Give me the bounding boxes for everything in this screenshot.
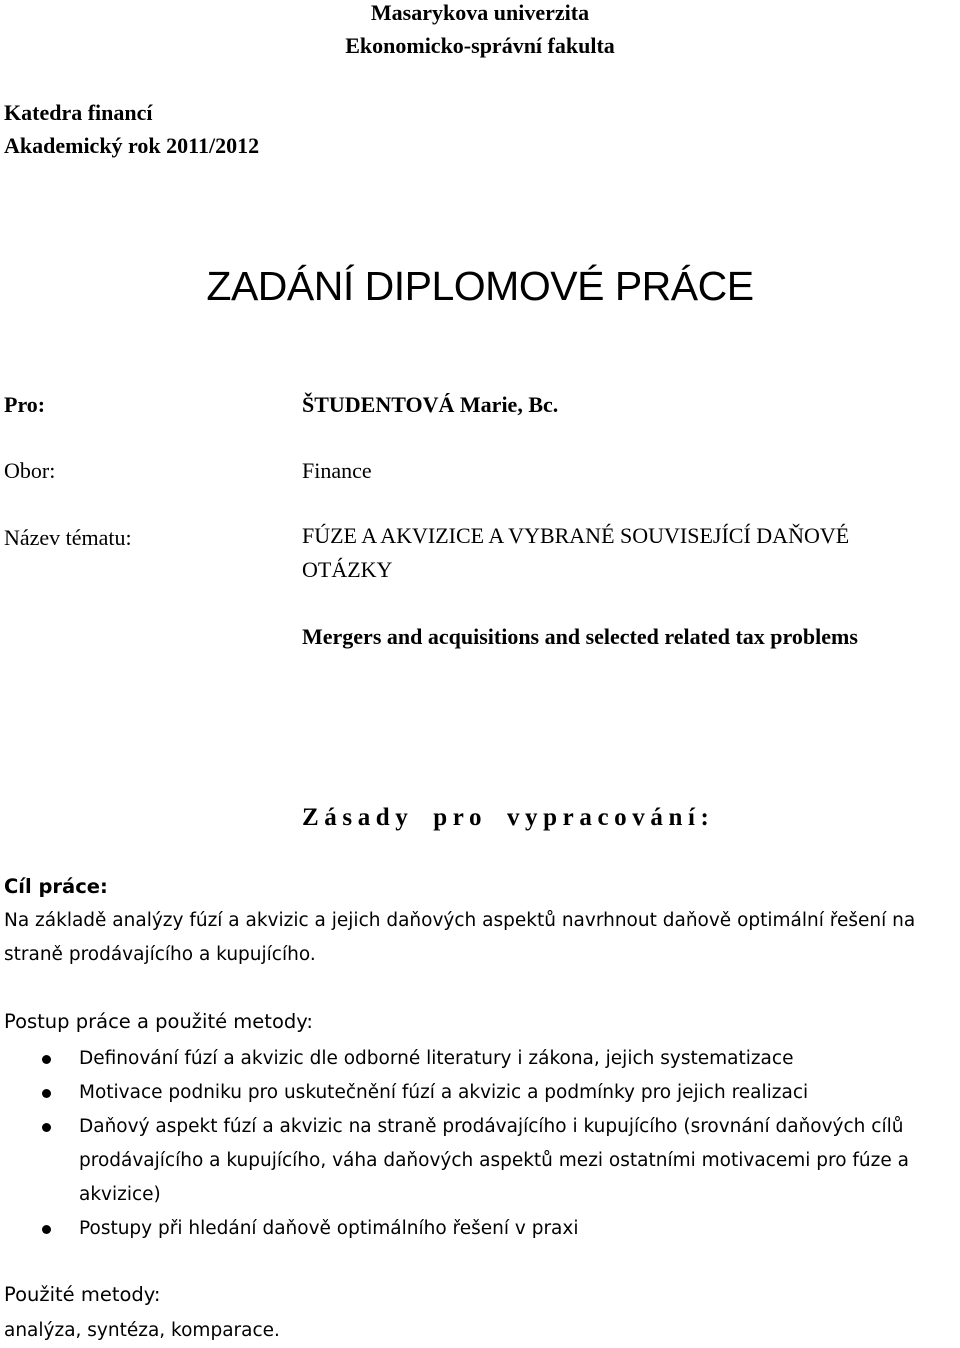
methods-heading: Použité metody: <box>4 1283 161 1306</box>
list-item <box>0 1212 954 1246</box>
principles-heading: Zásady pro vypracování: <box>302 804 715 831</box>
field-value: Finance <box>302 458 372 483</box>
list-item <box>0 1042 954 1076</box>
list-item-text: Daňový aspekt fúzí a akvizic na straně prodávajícího i kupujícího (srovnání daňových cílů prodávajícího a kupujícího, váha daňových aspektů mezi ostatními motivacemi pro fúze a akvizice) <box>79 1116 909 1205</box>
bullet-icon <box>42 1225 51 1234</box>
topic-czech: FÚZE A AKVIZICE A VYBRANÉ SOUVISEJÍCÍ DAŇOVÉ OTÁZKY <box>302 523 850 582</box>
university-name: Masarykova univerzita <box>370 0 590 25</box>
document-title: ZADÁNÍ DIPLOMOVÉ PRÁCE <box>206 263 754 309</box>
department-name: Katedra financí <box>4 100 153 125</box>
bullet-icon <box>42 1123 51 1132</box>
procedure-heading: Postup práce a použité metody: <box>4 1010 313 1033</box>
list-item <box>0 1110 954 1212</box>
topic-english: Mergers and acquisitions and selected related tax problems <box>302 624 858 649</box>
methods-text: analýza, syntéza, komparace. <box>4 1320 280 1341</box>
topic-label: Název tématu: <box>4 525 132 550</box>
faculty-name: Ekonomicko-správní fakulta <box>345 33 615 58</box>
bullet-icon <box>42 1089 51 1098</box>
field-label: Obor: <box>4 458 56 483</box>
bullet-icon <box>42 1055 51 1064</box>
student-name: ŠTUDENTOVÁ Marie, Bc. <box>302 392 559 417</box>
list-item-text: Motivace podniku pro uskutečnění fúzí a akvizic a podmínky pro jejich realizaci <box>79 1082 809 1103</box>
goal-heading: Cíl práce: <box>4 875 108 898</box>
academic-year: Akademický rok 2011/2012 <box>4 133 260 158</box>
list-item <box>0 1076 954 1110</box>
for-label: Pro: <box>4 392 46 417</box>
goal-text: Na základě analýzy fúzí a akvizic a jejich daňových aspektů navrhnout daňově optimální řešení na straně prodávajícího a kupujícího. <box>4 910 916 965</box>
list-item-text: Definování fúzí a akvizic dle odborné literatury i zákona, jejich systematizace <box>79 1048 794 1069</box>
procedure-list <box>0 1042 960 1246</box>
list-item-text: Postupy při hledání daňově optimálního řešení v praxi <box>79 1218 579 1239</box>
